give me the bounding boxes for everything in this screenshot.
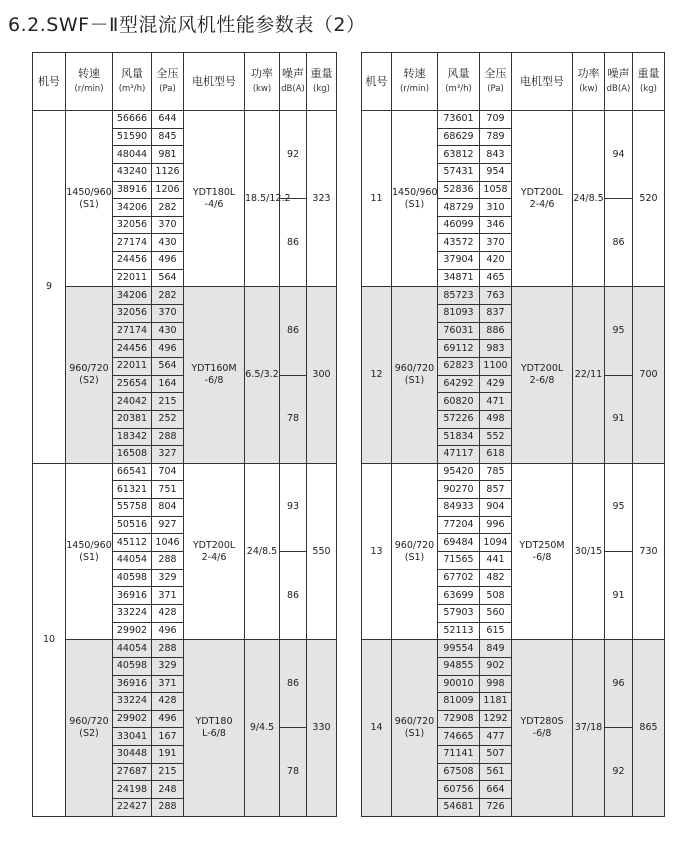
noise-cell: 86 [280,640,307,728]
header-motor: 电机型号 [512,53,573,111]
noise-cell: 86 [280,199,307,287]
flow-cell: 52836 [438,181,480,199]
pressure-cell: 904 [480,499,512,517]
fan-model-cell: 12 [362,287,392,463]
pressure-cell: 1094 [480,534,512,552]
pressure-cell: 370 [152,305,184,323]
flow-cell: 27687 [113,763,152,781]
header-model: 机号 [33,53,66,111]
pressure-cell: 430 [152,234,184,252]
pressure-cell: 288 [152,552,184,570]
table-row [33,640,337,658]
pressure-cell: 1206 [152,181,184,199]
pressure-cell: 704 [152,463,184,481]
flow-cell: 47117 [438,446,480,464]
pressure-cell: 709 [480,111,512,129]
pressure-cell: 477 [480,728,512,746]
flow-cell: 30448 [113,746,152,764]
pressure-cell: 857 [480,481,512,499]
header-noise: 噪声 dB(A) [280,53,307,111]
flow-cell: 40598 [113,569,152,587]
flow-cell: 22011 [113,269,152,287]
speed-cell: 960/720 (S1) [392,287,438,463]
pressure-cell: 508 [480,587,512,605]
pressure-cell: 1046 [152,534,184,552]
flow-cell: 27174 [113,234,152,252]
pressure-cell: 843 [480,146,512,164]
power-cell: 9/4.5 [245,640,280,816]
flow-cell: 95420 [438,463,480,481]
flow-cell: 22427 [113,798,152,816]
speed-cell: 960/720 (S2) [66,640,113,816]
pressure-cell: 927 [152,516,184,534]
pressure-cell: 1058 [480,181,512,199]
pressure-cell: 370 [480,234,512,252]
motor-cell: YDT280S -6/8 [512,640,573,816]
flow-cell: 51834 [438,428,480,446]
noise-cell: 86 [605,199,633,287]
pressure-cell: 288 [152,640,184,658]
pressure-cell: 726 [480,798,512,816]
fan-model-cell: 9 [33,111,66,464]
pressure-cell: 564 [152,357,184,375]
noise-cell: 92 [605,728,633,816]
flow-cell: 77204 [438,516,480,534]
flow-cell: 81093 [438,305,480,323]
flow-cell: 63699 [438,587,480,605]
table-row [362,463,665,481]
header-pressure: 全压 (Pa) [152,53,184,111]
pressure-cell: 507 [480,746,512,764]
pressure-cell: 329 [152,569,184,587]
flow-cell: 85723 [438,287,480,305]
pressure-cell: 496 [152,340,184,358]
pressure-cell: 998 [480,675,512,693]
flow-cell: 57903 [438,604,480,622]
flow-cell: 90270 [438,481,480,499]
motor-cell: YDT160M -6/8 [184,287,245,463]
pressure-cell: 288 [152,428,184,446]
weight-cell: 730 [633,463,665,639]
flow-cell: 54681 [438,798,480,816]
table-row [33,287,337,305]
pressure-cell: 420 [480,252,512,270]
pressure-cell: 615 [480,622,512,640]
noise-cell: 86 [280,552,307,640]
pressure-cell: 465 [480,269,512,287]
flow-cell: 57431 [438,163,480,181]
pressure-cell: 430 [152,322,184,340]
pressure-cell: 191 [152,746,184,764]
flow-cell: 51590 [113,128,152,146]
flow-cell: 37904 [438,252,480,270]
fan-model-cell: 13 [362,463,392,639]
pressure-cell: 371 [152,587,184,605]
pressure-cell: 215 [152,763,184,781]
pressure-cell: 845 [152,128,184,146]
pressure-cell: 327 [152,446,184,464]
page-title: 6.2.SWF－Ⅱ型混流风机性能参数表（2） [8,14,366,36]
header-motor: 电机型号 [184,53,245,111]
flow-cell: 67508 [438,763,480,781]
flow-cell: 52113 [438,622,480,640]
pressure-cell: 618 [480,446,512,464]
header-speed: 转速 (r/min) [392,53,438,111]
pressure-cell: 282 [152,199,184,217]
flow-cell: 60756 [438,781,480,799]
flow-cell: 68629 [438,128,480,146]
pressure-cell: 983 [480,340,512,358]
flow-cell: 57226 [438,410,480,428]
pressure-cell: 310 [480,199,512,217]
flow-cell: 18342 [113,428,152,446]
flow-cell: 74665 [438,728,480,746]
pressure-cell: 496 [152,622,184,640]
flow-cell: 36916 [113,587,152,605]
weight-cell: 330 [307,640,337,816]
pressure-cell: 498 [480,410,512,428]
flow-cell: 71141 [438,746,480,764]
flow-cell: 46099 [438,216,480,234]
noise-cell: 91 [605,552,633,640]
flow-cell: 36916 [113,675,152,693]
pressure-cell: 1181 [480,693,512,711]
flow-cell: 33224 [113,693,152,711]
flow-cell: 69112 [438,340,480,358]
noise-cell: 95 [605,463,633,551]
header-weight: 重量 (kg) [307,53,337,111]
pressure-cell: 248 [152,781,184,799]
flow-cell: 40598 [113,657,152,675]
flow-cell: 22011 [113,357,152,375]
header-model: 机号 [362,53,392,111]
flow-cell: 44054 [113,640,152,658]
fan-model-cell: 11 [362,111,392,287]
pressure-cell: 371 [152,675,184,693]
weight-cell: 520 [633,111,665,287]
performance-table-right [361,52,665,817]
pressure-cell: 564 [152,269,184,287]
flow-cell: 33224 [113,604,152,622]
flow-cell: 63812 [438,146,480,164]
power-cell: 24/8.5 [245,463,280,639]
header-flow: 风量 (m³/h) [438,53,480,111]
flow-cell: 73601 [438,111,480,129]
weight-cell: 700 [633,287,665,463]
speed-cell: 960/720 (S2) [66,287,113,463]
table-row [362,287,665,305]
pressure-cell: 644 [152,111,184,129]
pressure-cell: 428 [152,693,184,711]
motor-cell: YDT200L 2-4/6 [512,111,573,287]
table-row [362,640,665,658]
flow-cell: 48729 [438,199,480,217]
flow-cell: 43240 [113,163,152,181]
header-power: 功率 (kw) [573,53,605,111]
flow-cell: 50516 [113,516,152,534]
flow-cell: 29902 [113,710,152,728]
pressure-cell: 804 [152,499,184,517]
fan-model-cell: 14 [362,640,392,816]
flow-cell: 20381 [113,410,152,428]
flow-cell: 24456 [113,340,152,358]
flow-cell: 72908 [438,710,480,728]
pressure-cell: 849 [480,640,512,658]
pressure-cell: 482 [480,569,512,587]
pressure-cell: 288 [152,798,184,816]
flow-cell: 94855 [438,657,480,675]
power-cell: 30/15 [573,463,605,639]
flow-cell: 64292 [438,375,480,393]
speed-cell: 960/720 (S1) [392,640,438,816]
power-cell: 22/11 [573,287,605,463]
flow-cell: 60820 [438,393,480,411]
pressure-cell: 886 [480,322,512,340]
flow-cell: 25654 [113,375,152,393]
pressure-cell: 561 [480,763,512,781]
power-cell: 6.5/3.2 [245,287,280,463]
flow-cell: 16508 [113,446,152,464]
header-noise: 噪声 dB(A) [605,53,633,111]
pressure-cell: 215 [152,393,184,411]
weight-cell: 300 [307,287,337,463]
flow-cell: 24198 [113,781,152,799]
pressure-cell: 471 [480,393,512,411]
pressure-cell: 954 [480,163,512,181]
flow-cell: 66541 [113,463,152,481]
noise-cell: 96 [605,640,633,728]
performance-table-left [32,52,337,817]
motor-cell: YDT200L 2-4/6 [184,463,245,639]
pressure-cell: 164 [152,375,184,393]
pressure-cell: 996 [480,516,512,534]
pressure-cell: 552 [480,428,512,446]
flow-cell: 69484 [438,534,480,552]
flow-cell: 61321 [113,481,152,499]
motor-cell: YDT180 L-6/8 [184,640,245,816]
pressure-cell: 429 [480,375,512,393]
flow-cell: 84933 [438,499,480,517]
noise-cell: 93 [280,463,307,551]
flow-cell: 71565 [438,552,480,570]
power-cell: 18.5/12.2 [245,111,280,287]
motor-cell: YDT180L -4/6 [184,111,245,287]
pressure-cell: 837 [480,305,512,323]
power-cell: 37/18 [573,640,605,816]
fan-model-cell: 10 [33,463,66,816]
flow-cell: 38916 [113,181,152,199]
motor-cell: YDT250M -6/8 [512,463,573,639]
flow-cell: 32056 [113,216,152,234]
header-flow: 风量 (m³/h) [113,53,152,111]
pressure-cell: 496 [152,252,184,270]
table-row [362,111,665,129]
speed-cell: 1450/960 (S1) [66,111,113,287]
table-row [33,463,337,481]
pressure-cell: 441 [480,552,512,570]
flow-cell: 62823 [438,357,480,375]
pressure-cell: 1292 [480,710,512,728]
pressure-cell: 1100 [480,357,512,375]
pressure-cell: 789 [480,128,512,146]
flow-cell: 48044 [113,146,152,164]
flow-cell: 56666 [113,111,152,129]
flow-cell: 24456 [113,252,152,270]
header-power: 功率 (kw) [245,53,280,111]
noise-cell: 94 [605,111,633,199]
weight-cell: 550 [307,463,337,639]
flow-cell: 67702 [438,569,480,587]
flow-cell: 29902 [113,622,152,640]
flow-cell: 81009 [438,693,480,711]
pressure-cell: 428 [152,604,184,622]
pressure-cell: 664 [480,781,512,799]
speed-cell: 1450/960 (S1) [392,111,438,287]
header-weight: 重量 (kg) [633,53,665,111]
noise-cell: 78 [280,728,307,816]
speed-cell: 1450/960 (S1) [66,463,113,639]
flow-cell: 43572 [438,234,480,252]
weight-cell: 865 [633,640,665,816]
pressure-cell: 329 [152,657,184,675]
pressure-cell: 282 [152,287,184,305]
motor-cell: YDT200L 2-6/8 [512,287,573,463]
pressure-cell: 763 [480,287,512,305]
header-pressure: 全压 (Pa) [480,53,512,111]
header-speed: 转速 (r/min) [66,53,113,111]
flow-cell: 45112 [113,534,152,552]
flow-cell: 34206 [113,287,152,305]
noise-cell: 78 [280,375,307,463]
flow-cell: 76031 [438,322,480,340]
pressure-cell: 346 [480,216,512,234]
flow-cell: 33041 [113,728,152,746]
flow-cell: 34206 [113,199,152,217]
flow-cell: 99554 [438,640,480,658]
noise-cell: 95 [605,287,633,375]
power-cell: 24/8.5 [573,111,605,287]
noise-cell: 92 [280,111,307,199]
flow-cell: 27174 [113,322,152,340]
pressure-cell: 902 [480,657,512,675]
weight-cell: 323 [307,111,337,287]
flow-cell: 34871 [438,269,480,287]
pressure-cell: 981 [152,146,184,164]
flow-cell: 90010 [438,675,480,693]
pressure-cell: 496 [152,710,184,728]
flow-cell: 24042 [113,393,152,411]
flow-cell: 32056 [113,305,152,323]
speed-cell: 960/720 (S1) [392,463,438,639]
pressure-cell: 167 [152,728,184,746]
flow-cell: 55758 [113,499,152,517]
noise-cell: 86 [280,287,307,375]
noise-cell: 91 [605,375,633,463]
pressure-cell: 1126 [152,163,184,181]
pressure-cell: 785 [480,463,512,481]
pressure-cell: 751 [152,481,184,499]
table-row [33,111,337,129]
pressure-cell: 370 [152,216,184,234]
pressure-cell: 252 [152,410,184,428]
flow-cell: 44054 [113,552,152,570]
pressure-cell: 560 [480,604,512,622]
